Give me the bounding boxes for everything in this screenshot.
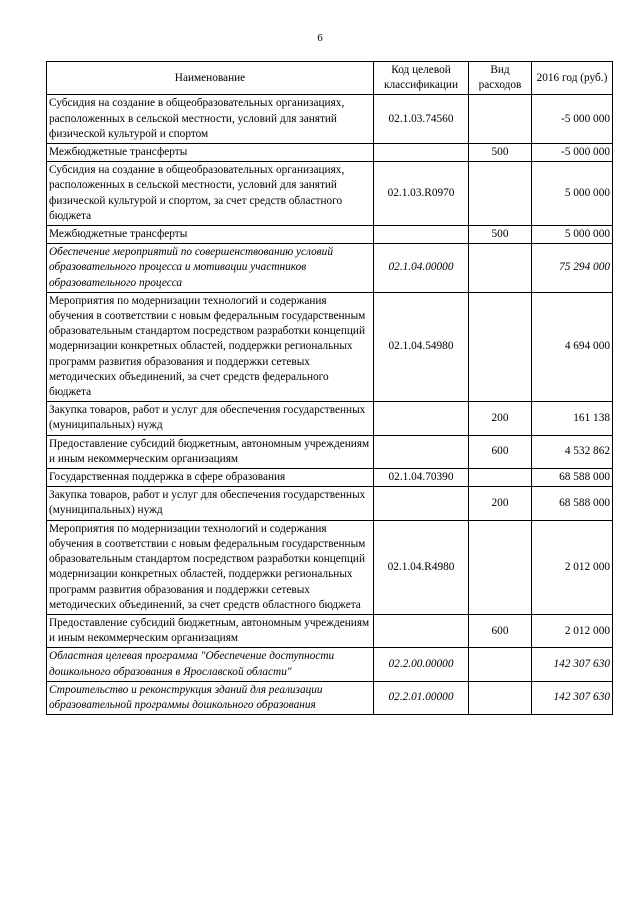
header-code: Код целевой классификации	[374, 62, 469, 95]
header-amount: 2016 год (руб.)	[532, 62, 613, 95]
cell-code	[374, 435, 469, 468]
table-row	[47, 95, 613, 144]
table-row	[47, 435, 613, 468]
cell-kind	[469, 469, 532, 487]
cell-name: Государственная поддержка в сфере образования	[47, 469, 374, 487]
cell-name: Предоставление субсидий бюджетным, автономным учреждениям и иным некоммерческим организациям	[47, 435, 374, 468]
cell-name: Закупка товаров, работ и услуг для обеспечения государственных (муниципальных) нужд	[47, 402, 374, 435]
cell-amount: 2 012 000	[532, 614, 613, 647]
cell-amount: 5 000 000	[532, 162, 613, 226]
cell-code: 02.1.03.R0970	[374, 162, 469, 226]
cell-code	[374, 487, 469, 520]
cell-name: Межбюджетные трансферты	[47, 226, 374, 244]
cell-amount: 68 588 000	[532, 469, 613, 487]
cell-kind: 600	[469, 435, 532, 468]
table-row	[47, 520, 613, 614]
cell-code	[374, 614, 469, 647]
cell-name: Строительство и реконструкция зданий для реализации образовательной программы дошкольного образования	[47, 681, 374, 714]
table-row	[47, 469, 613, 487]
cell-amount: 142 307 630	[532, 681, 613, 714]
cell-code: 02.1.04.R4980	[374, 520, 469, 614]
cell-code: 02.2.00.00000	[374, 648, 469, 681]
cell-kind	[469, 244, 532, 293]
cell-kind	[469, 292, 532, 401]
cell-amount: 5 000 000	[532, 226, 613, 244]
page-number: 6	[317, 32, 323, 44]
cell-name: Мероприятия по модернизации технологий и содержания обучения в соответствии с новым федеральным государственным образовательным стандартом посредством разработки концепций модернизации конкретных областей, поддержки региональных программ развития образования и поддержки сетевых методических объединений, за счет средств областного бюджета	[47, 520, 374, 614]
cell-name: Предоставление субсидий бюджетным, автономным учреждениям и иным некоммерческим организациям	[47, 614, 374, 647]
cell-kind	[469, 95, 532, 144]
cell-kind: 500	[469, 144, 532, 162]
cell-amount: 161 138	[532, 402, 613, 435]
cell-amount: 4 694 000	[532, 292, 613, 401]
cell-code	[374, 402, 469, 435]
cell-amount: -5 000 000	[532, 144, 613, 162]
table-row	[47, 681, 613, 714]
cell-name: Закупка товаров, работ и услуг для обеспечения государственных (муниципальных) нужд	[47, 487, 374, 520]
cell-kind: 200	[469, 487, 532, 520]
header-kind: Вид расходов	[469, 62, 532, 95]
cell-kind: 500	[469, 226, 532, 244]
cell-code	[374, 144, 469, 162]
table-row	[47, 292, 613, 401]
header-name: Наименование	[47, 62, 374, 95]
cell-name: Мероприятия по модернизации технологий и содержания обучения в соответствии с новым федеральным государственным образовательным стандартом посредством разработки концепций модернизации конкретных областей, поддержки региональных программ развития образования и поддержки сетевых методических объединений, за счет средств федерального бюджета	[47, 292, 374, 401]
cell-name: Субсидия на создание в общеобразовательных организациях, расположенных в сельской местности, условий для занятий физической культурой и спортом, за счет средств областного бюджета	[47, 162, 374, 226]
table-row	[47, 226, 613, 244]
cell-code	[374, 226, 469, 244]
table-row	[47, 648, 613, 681]
cell-code: 02.1.04.00000	[374, 244, 469, 293]
cell-amount: 2 012 000	[532, 520, 613, 614]
cell-kind	[469, 162, 532, 226]
cell-amount: -5 000 000	[532, 95, 613, 144]
cell-name: Областная целевая программа "Обеспечение доступности дошкольного образования в Ярославской области"	[47, 648, 374, 681]
cell-amount: 75 294 000	[532, 244, 613, 293]
cell-kind: 200	[469, 402, 532, 435]
cell-code: 02.1.04.54980	[374, 292, 469, 401]
table-row	[47, 244, 613, 293]
table-header-row	[47, 62, 613, 95]
cell-code: 02.1.03.74560	[374, 95, 469, 144]
table-row	[47, 162, 613, 226]
cell-amount: 4 532 862	[532, 435, 613, 468]
cell-kind: 600	[469, 614, 532, 647]
table-row	[47, 144, 613, 162]
table-row	[47, 402, 613, 435]
cell-kind	[469, 681, 532, 714]
cell-amount: 142 307 630	[532, 648, 613, 681]
table-row	[47, 614, 613, 647]
budget-table	[46, 61, 613, 715]
cell-name: Межбюджетные трансферты	[47, 144, 374, 162]
table-row	[47, 487, 613, 520]
cell-name: Субсидия на создание в общеобразовательных организациях, расположенных в сельской местности, условий для занятий физической культурой и спортом	[47, 95, 374, 144]
cell-code: 02.2.01.00000	[374, 681, 469, 714]
cell-amount: 68 588 000	[532, 487, 613, 520]
cell-name: Обеспечение мероприятий по совершенствованию условий образовательного процесса и мотивации участников образовательного процесса	[47, 244, 374, 293]
cell-kind	[469, 648, 532, 681]
cell-code: 02.1.04.70390	[374, 469, 469, 487]
cell-kind	[469, 520, 532, 614]
